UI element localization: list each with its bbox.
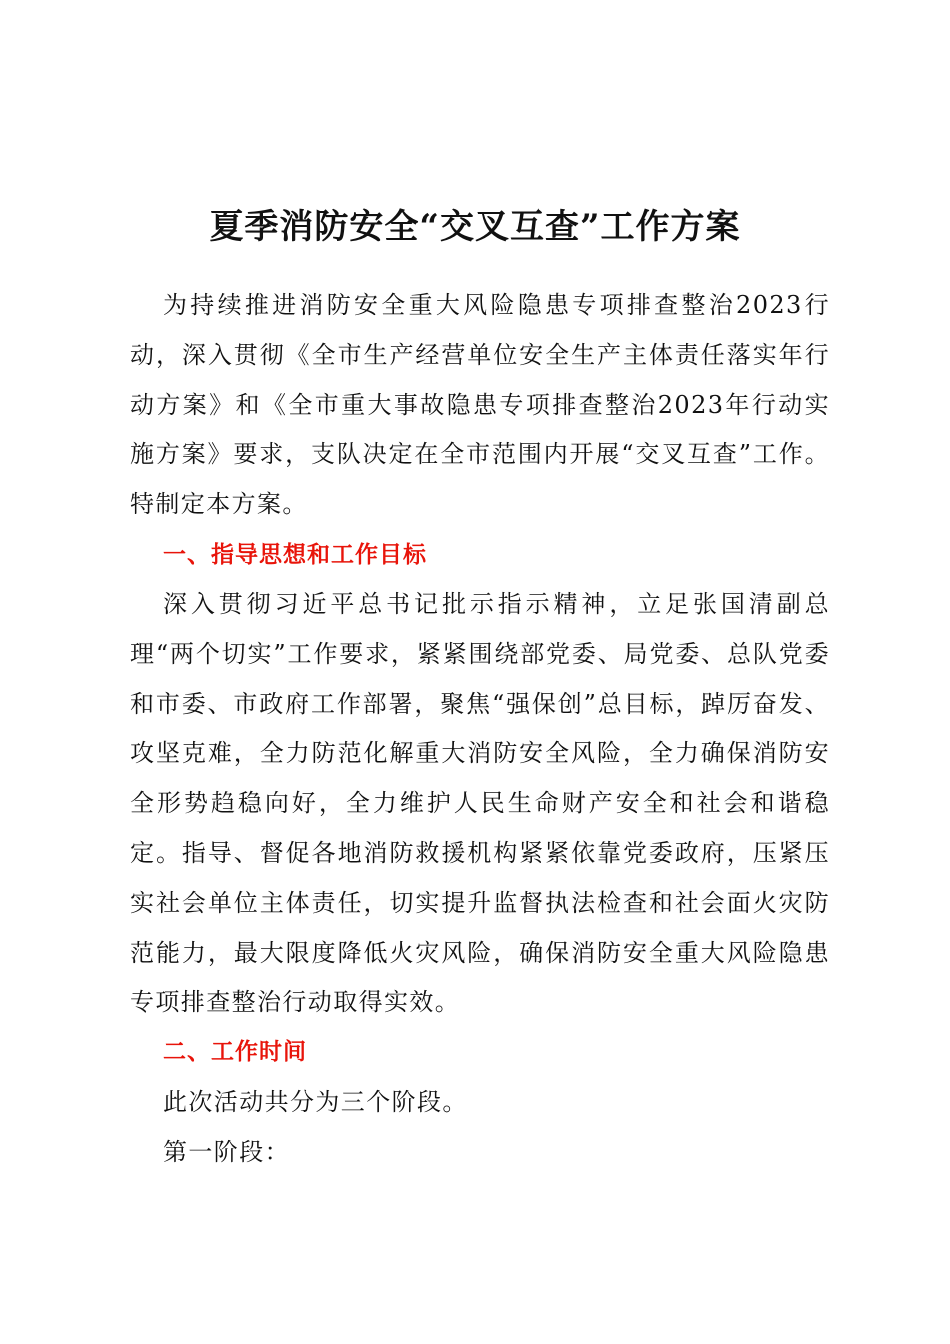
intro-paragraph: 为持续推进消防安全重大风险隐患专项排查整治2023行动，深入贯彻《全市生产经营单位安全生产主体责任落实年行动方案》和《全市重大事故隐患专项排查整治2023年行动实施方案》要求，支队决定在全市范围内开展“交叉互查”工作。特制定本方案。 bbox=[130, 291, 830, 519]
section-heading-guiding-ideology: 一、指导思想和工作目标 bbox=[163, 542, 427, 568]
section-heading-work-time: 二、工作时间 bbox=[163, 1039, 307, 1065]
section2-line-stage-one: 第一阶段： bbox=[163, 1138, 290, 1166]
section2-line-stages: 此次活动共分为三个阶段。 bbox=[163, 1088, 468, 1116]
section1-paragraph: 深入贯彻习近平总书记批示指示精神，立足张国清副总理“两个切实”工作要求，紧紧围绕部党委、局党委、总队党委和市委、市政府工作部署，聚焦“强保创”总目标，踔厉奋发、攻坚克难，全力防范化解重大消防安全风险，全力确保消防安全形势趋稳向好，全力维护人民生命财产安全和社会和谐稳定。指导、督促各地消防救援机构紧紧依靠党委政府，压紧压实社会单位主体责任，切实提升监督执法检查和社会面火灾防范能力，最大限度降低火灾风险，确保消防安全重大风险隐患专项排查整治行动取得实效。 bbox=[130, 590, 830, 1017]
document-title: 夏季消防安全“交叉互查”工作方案 bbox=[209, 207, 741, 247]
